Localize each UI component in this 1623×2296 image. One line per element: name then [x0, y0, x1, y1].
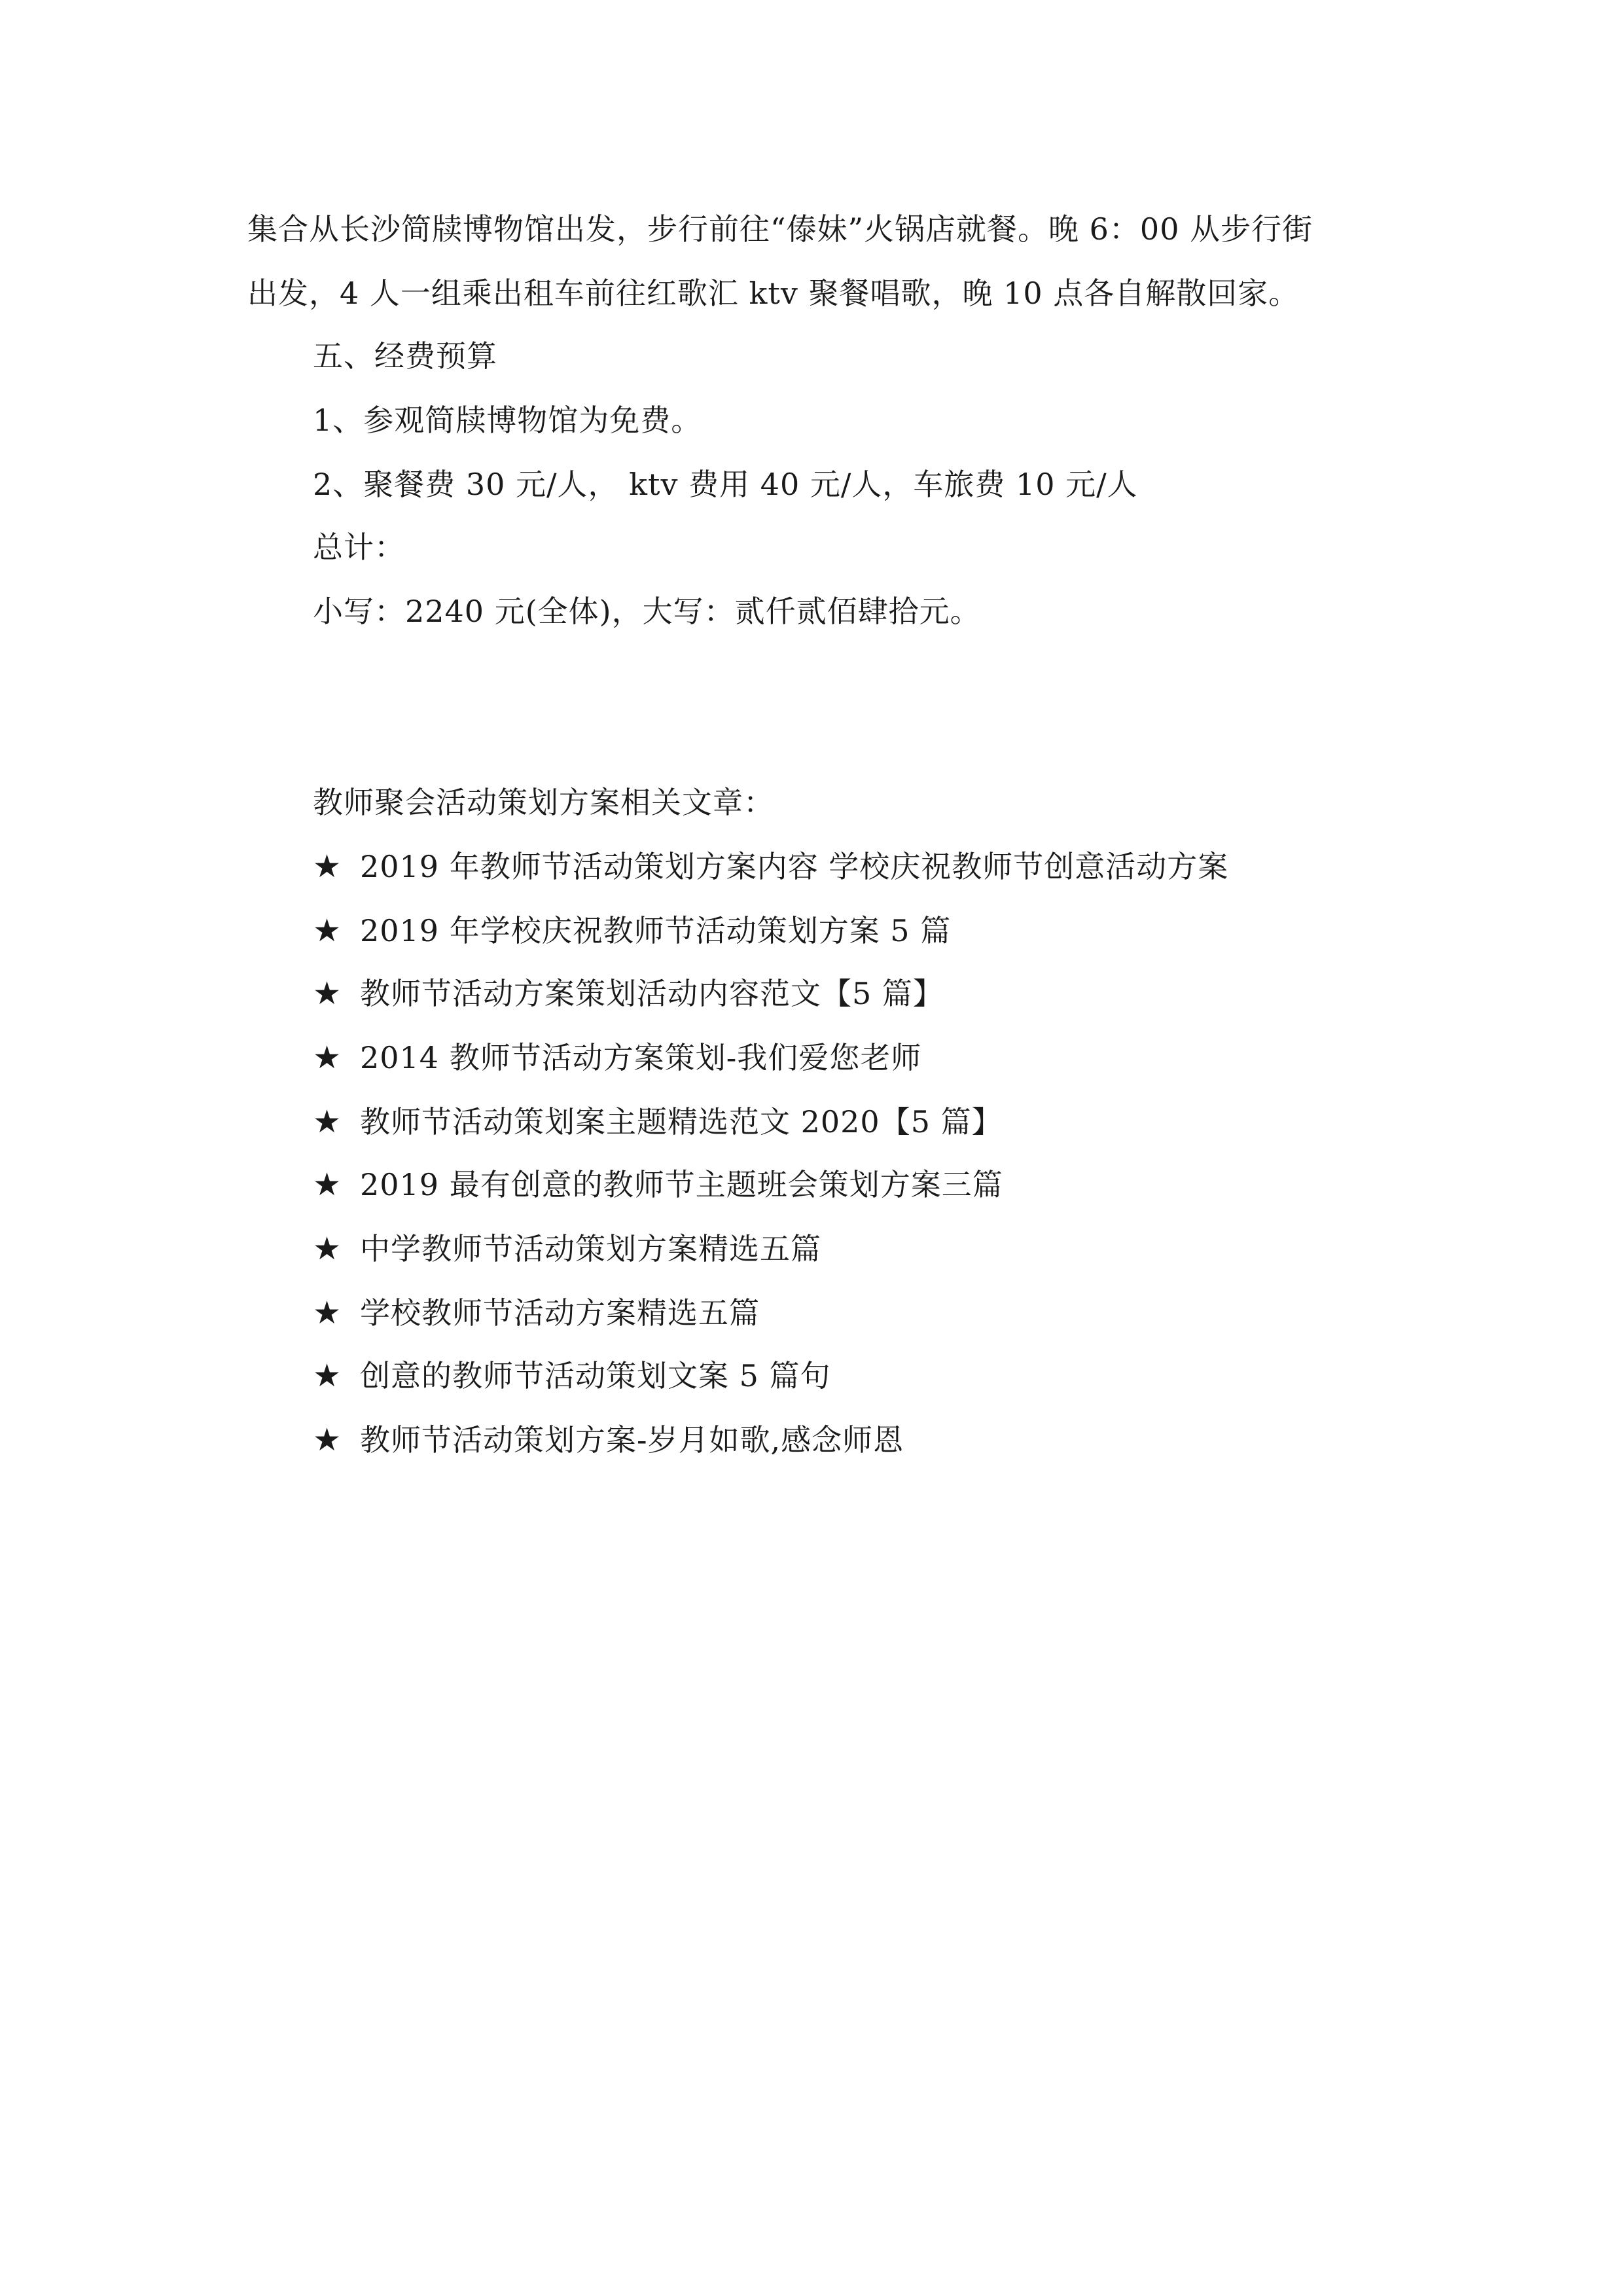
- related-article-link[interactable]: [313, 1420, 904, 1460]
- related-article-title[interactable]: 2019 年教师节活动策划方案内容 学校庆祝教师节创意活动方案: [360, 849, 1229, 884]
- related-article-title[interactable]: 2019 年学校庆祝教师节活动策划方案 5 篇: [360, 913, 952, 948]
- related-article-title[interactable]: 教师节活动方案策划活动内容范文【5 篇】: [360, 976, 944, 1011]
- related-article-title[interactable]: 中学教师节活动策划方案精选五篇: [360, 1231, 821, 1266]
- star-icon: ★: [313, 1230, 342, 1267]
- budget-item-2: 2、聚餐费 30 元/人， ktv 费用 40 元/人，车旅费 10 元/人: [313, 467, 1138, 502]
- star-icon: ★: [313, 1422, 342, 1458]
- star-icon: ★: [313, 1103, 342, 1140]
- star-icon: ★: [313, 912, 342, 949]
- star-icon: ★: [313, 1039, 342, 1076]
- related-article-link[interactable]: [313, 1293, 760, 1333]
- related-article-link[interactable]: [313, 1165, 1003, 1204]
- related-article-link[interactable]: [313, 974, 944, 1013]
- total-label: 总计：: [313, 529, 405, 565]
- related-article-title[interactable]: 教师节活动策划案主题精选范文 2020【5 篇】: [360, 1104, 1003, 1139]
- star-icon: ★: [313, 975, 342, 1012]
- related-article-title[interactable]: 2019 最有创意的教师节主题班会策划方案三篇: [360, 1167, 1003, 1202]
- star-icon: ★: [313, 848, 342, 885]
- related-article-link[interactable]: [313, 1038, 921, 1077]
- related-article-title[interactable]: 教师节活动策划方案-岁月如歌,感念师恩: [360, 1422, 904, 1458]
- related-article-link[interactable]: [313, 1356, 831, 1395]
- star-icon: ★: [313, 1166, 342, 1203]
- related-article-title[interactable]: 创意的教师节活动策划文案 5 篇句: [360, 1358, 831, 1393]
- star-icon: ★: [313, 1357, 342, 1394]
- related-article-link[interactable]: [313, 1229, 821, 1268]
- related-article-link[interactable]: [313, 847, 1228, 886]
- related-article-title[interactable]: 2014 教师节活动方案策划-我们爱您老师: [360, 1040, 922, 1075]
- related-articles-heading: 教师聚会活动策划方案相关文章：: [313, 785, 774, 820]
- related-article-link[interactable]: [313, 1102, 1003, 1141]
- related-article-title[interactable]: 学校教师节活动方案精选五篇: [360, 1295, 760, 1331]
- related-article-link[interactable]: [313, 911, 951, 950]
- star-icon: ★: [313, 1295, 342, 1331]
- total-value: 小写：2240 元(全体)，大写：贰仟贰佰肆拾元。: [313, 594, 981, 629]
- paragraph-line-1: 集合从长沙简牍博物馆出发，步行前往“傣妹”火锅店就餐。晚 6：00 从步行街: [247, 211, 1313, 247]
- budget-item-1: 1、参观简牍博物馆为免费。: [313, 403, 702, 438]
- section-heading-budget: 五、经费预算: [313, 338, 497, 374]
- paragraph-line-2: 出发，4 人一组乘出租车前往红歌汇 ktv 聚餐唱歌，晚 10 点各自解散回家。: [247, 276, 1300, 311]
